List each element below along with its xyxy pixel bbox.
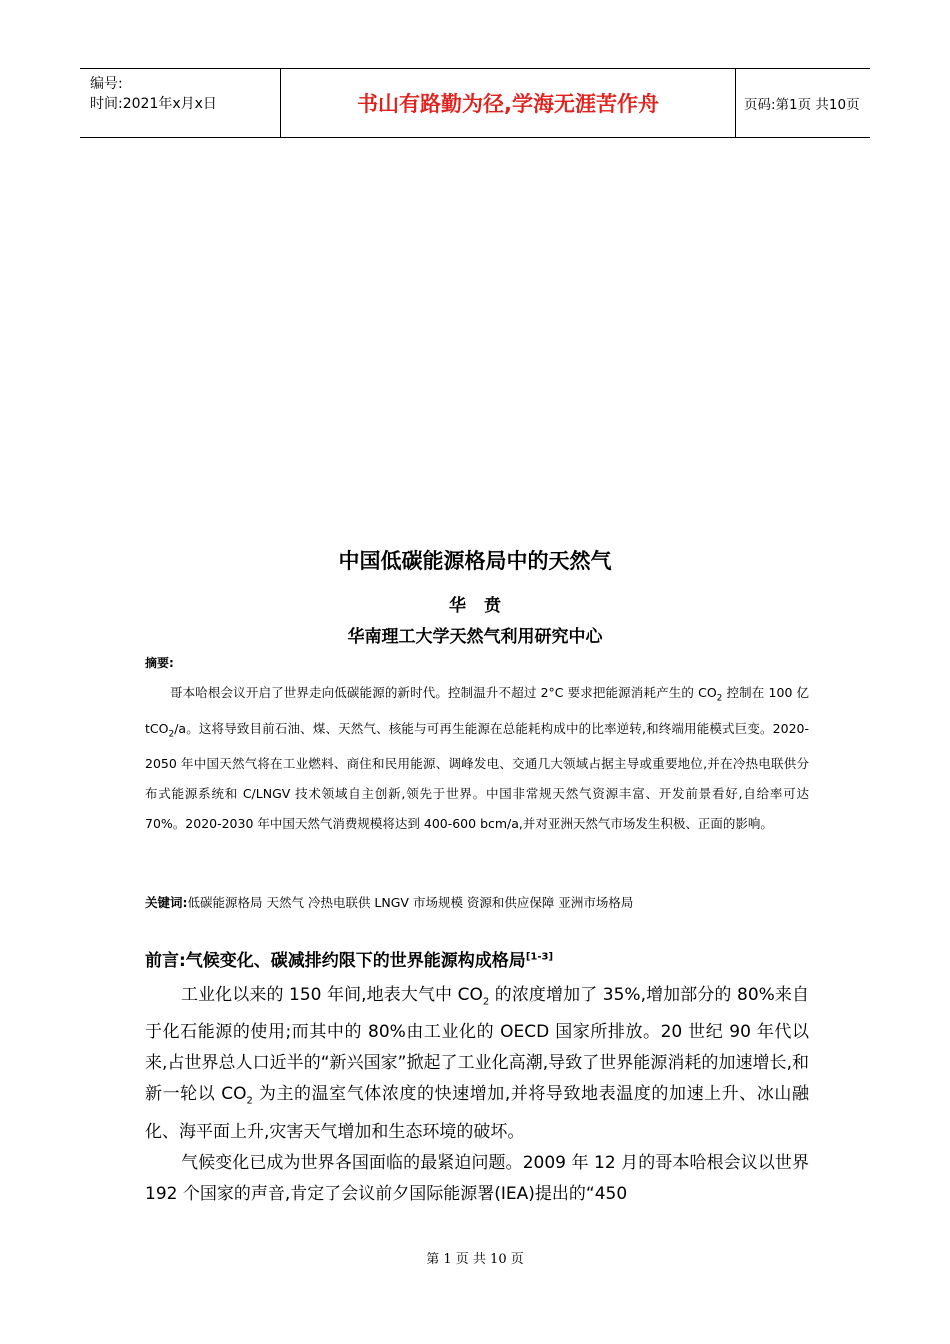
keywords-label: 关键词:: [145, 895, 188, 910]
doc-date-label: 时间:2021年x月x日: [90, 96, 217, 112]
page-info: 页码:第1页 共10页: [744, 97, 860, 113]
body-text: [145, 980, 809, 1210]
section-citation: [1-3]: [525, 951, 554, 963]
paragraph-2: 气候变化已成为世界各国面临的最紧迫问题。2009 年 12 月的哥本哈根会议以世界 192 个国家的声音,肯定了会议前夕国际能源署(IEA)提出的“450: [145, 1152, 809, 1204]
header-motto-cell: [280, 69, 736, 137]
page-footer: 第 1 页 共 10 页: [426, 1252, 524, 1267]
keywords-line: [145, 893, 633, 911]
header-meta-cell: [80, 69, 280, 137]
article-author: 华贲: [449, 596, 519, 616]
section-heading: 前言:气候变化、碳减排约限下的世界能源构成格局[1-3]: [145, 951, 554, 971]
header-page-cell: [736, 69, 870, 137]
keywords-list: 低碳能源格局 天然气 冷热电联供 LNGV 市场规模 资源和供应保障 亚洲市场格局: [187, 895, 634, 910]
motto-text: 书山有路勤为径,学海无涯苦作舟: [357, 92, 659, 116]
abstract-text: 哥本哈根会议开启了世界走向低碳能源的新时代。控制温升不超过 2°C 要求把能源消耗产生的 $CO_2$ 控制在 100 亿 tCO$_2$/a。这将导致目前石油、煤、天然气、核能与可再生能源在总能耗构成中的比率逆转,和终端用能模式巨变。2020-2050 年中国天然气将在工业燃料、商住和民用能源、调峰发电、交通几大领域占据主导或重要地位,并在冷热电联供分布式能源系统和 C/LNGV 技术领域自主创新,领先于世界。中国非常规天然气资源丰富、开发前景看好,自给率可达 70%。2020-2030 年中国天然气消费规模将达到 400-600 bcm/a,并对亚洲天然气市场发生积极、正面的影响。: [145, 685, 810, 831]
article-title: 中国低碳能源格局中的天然气: [338, 549, 612, 573]
article-institution: 华南理工大学天然气利用研究中心: [347, 627, 603, 647]
header-table: [80, 68, 870, 138]
doc-number-label: 编号:: [90, 76, 123, 92]
paragraph-1: 工业化以来的 150 年间,地表大气中 $CO_2$ 的浓度增加了 35%,增加部分的 80%来自于化石能源的使用;而其中的 80%由工业化的 OECD 国家所排放。20 世纪 90 年代以来,占世界总人口近半的“新兴国家”掀起了工业化高潮,导致了世界能源消耗的加速增长,和新一轮以 $CO_2$ 为主的温室气体浓度的快速增加,并将导致地表温度的加速上升、冰山融化、海平面上升,灾害天气增加和生态环境的破坏。: [145, 985, 809, 1142]
abstract-label: 摘要:: [145, 656, 174, 670]
